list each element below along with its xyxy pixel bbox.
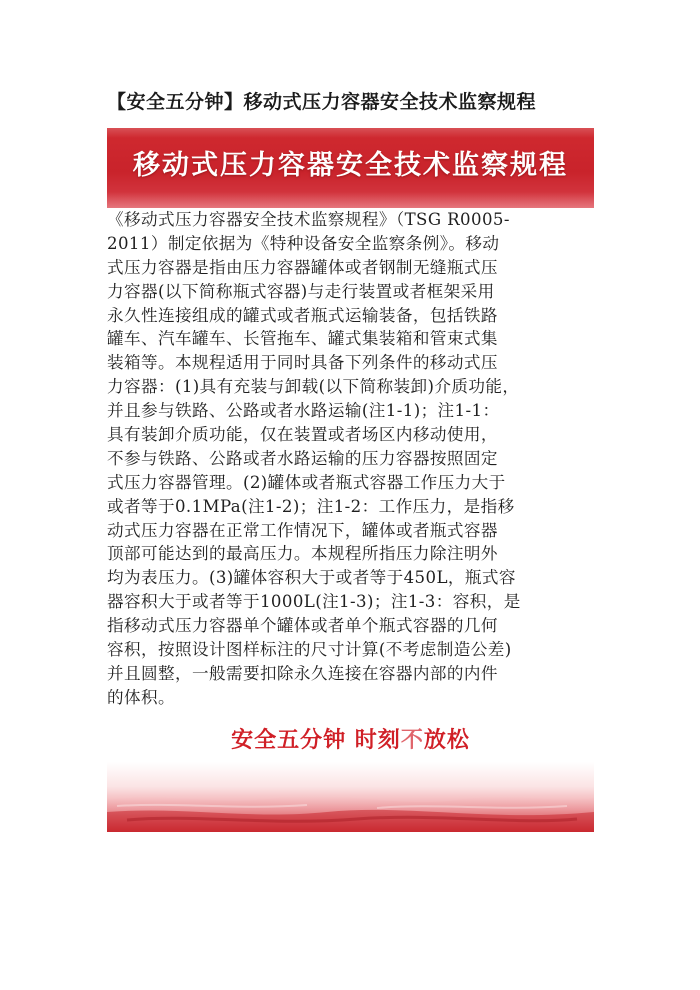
body-line: 《移动式压力容器安全技术监察规程》（TSG R0005- — [107, 210, 510, 229]
body-line: 或者等于0.1MPa(注1-2)；注1-2：工作压力，是指移 — [107, 496, 515, 516]
slogan-text-faded: 不 — [400, 728, 424, 753]
safety-slogan — [107, 726, 594, 756]
body-line: 的体积。 — [107, 687, 175, 707]
footer-decoration-image — [107, 762, 594, 832]
title-banner — [107, 128, 594, 208]
body-line: 均为表压力。(3)罐体容积大于或者等于450L，瓶式容 — [107, 568, 516, 588]
body-line: 器容积大于或者等于1000L(注1-3)；注1-3：容积，是 — [107, 592, 521, 612]
body-line: 并且圆整，一般需要扣除永久连接在容器内部的内件 — [107, 663, 498, 683]
body-line: 力容器(以下简称瓶式容器)与走行装置或者框架采用 — [107, 281, 495, 301]
body-line: 具有装卸介质功能，仅在装置或者场区内移动使用， — [107, 425, 498, 445]
slogan-text: 放松 — [423, 728, 470, 753]
body-line: 动式压力容器在正常工作情况下，罐体或者瓶式容器 — [107, 520, 498, 540]
body-line: 指移动式压力容器单个罐体或者单个瓶式容器的几何 — [107, 616, 498, 636]
body-line: 永久性连接组成的罐式或者瓶式运输装备，包括铁路 — [107, 305, 498, 325]
body-line: 装箱等。本规程适用于同时具备下列条件的移动式压 — [107, 353, 498, 373]
body-line: 顶部可能达到的最高压力。本规程所指压力除注明外 — [107, 544, 498, 564]
body-line: 容积，按照设计图样标注的尺寸计算(不考虑制造公差) — [107, 640, 512, 660]
body-line: 式压力容器是指由压力容器罐体或者钢制无缝瓶式压 — [107, 257, 498, 277]
body-line: 2011）制定依据为《特种设备安全监察条例》。移动 — [107, 233, 500, 253]
body-line: 并且参与铁路、公路或者水路运输(注1-1)；注1-1： — [107, 401, 500, 421]
body-line: 不参与铁路、公路或者水路运输的压力容器按照固定 — [107, 448, 498, 468]
body-paragraph — [107, 208, 595, 710]
slogan-text: 安全五分钟 时刻 — [231, 728, 401, 753]
body-line: 式压力容器管理。(2)罐体或者瓶式容器工作压力大于 — [107, 472, 506, 492]
body-line: 力容器：(1)具有充装与卸载(以下简称装卸)介质功能， — [107, 377, 520, 397]
banner-title: 移动式压力容器安全技术监察规程 — [133, 150, 568, 181]
body-line: 罐车、汽车罐车、长管拖车、罐式集装箱和管束式集 — [107, 329, 498, 349]
brush-texture-graphic — [107, 762, 594, 832]
document-title: 【安全五分钟】移动式压力容器安全技术监察规程 — [107, 91, 537, 113]
